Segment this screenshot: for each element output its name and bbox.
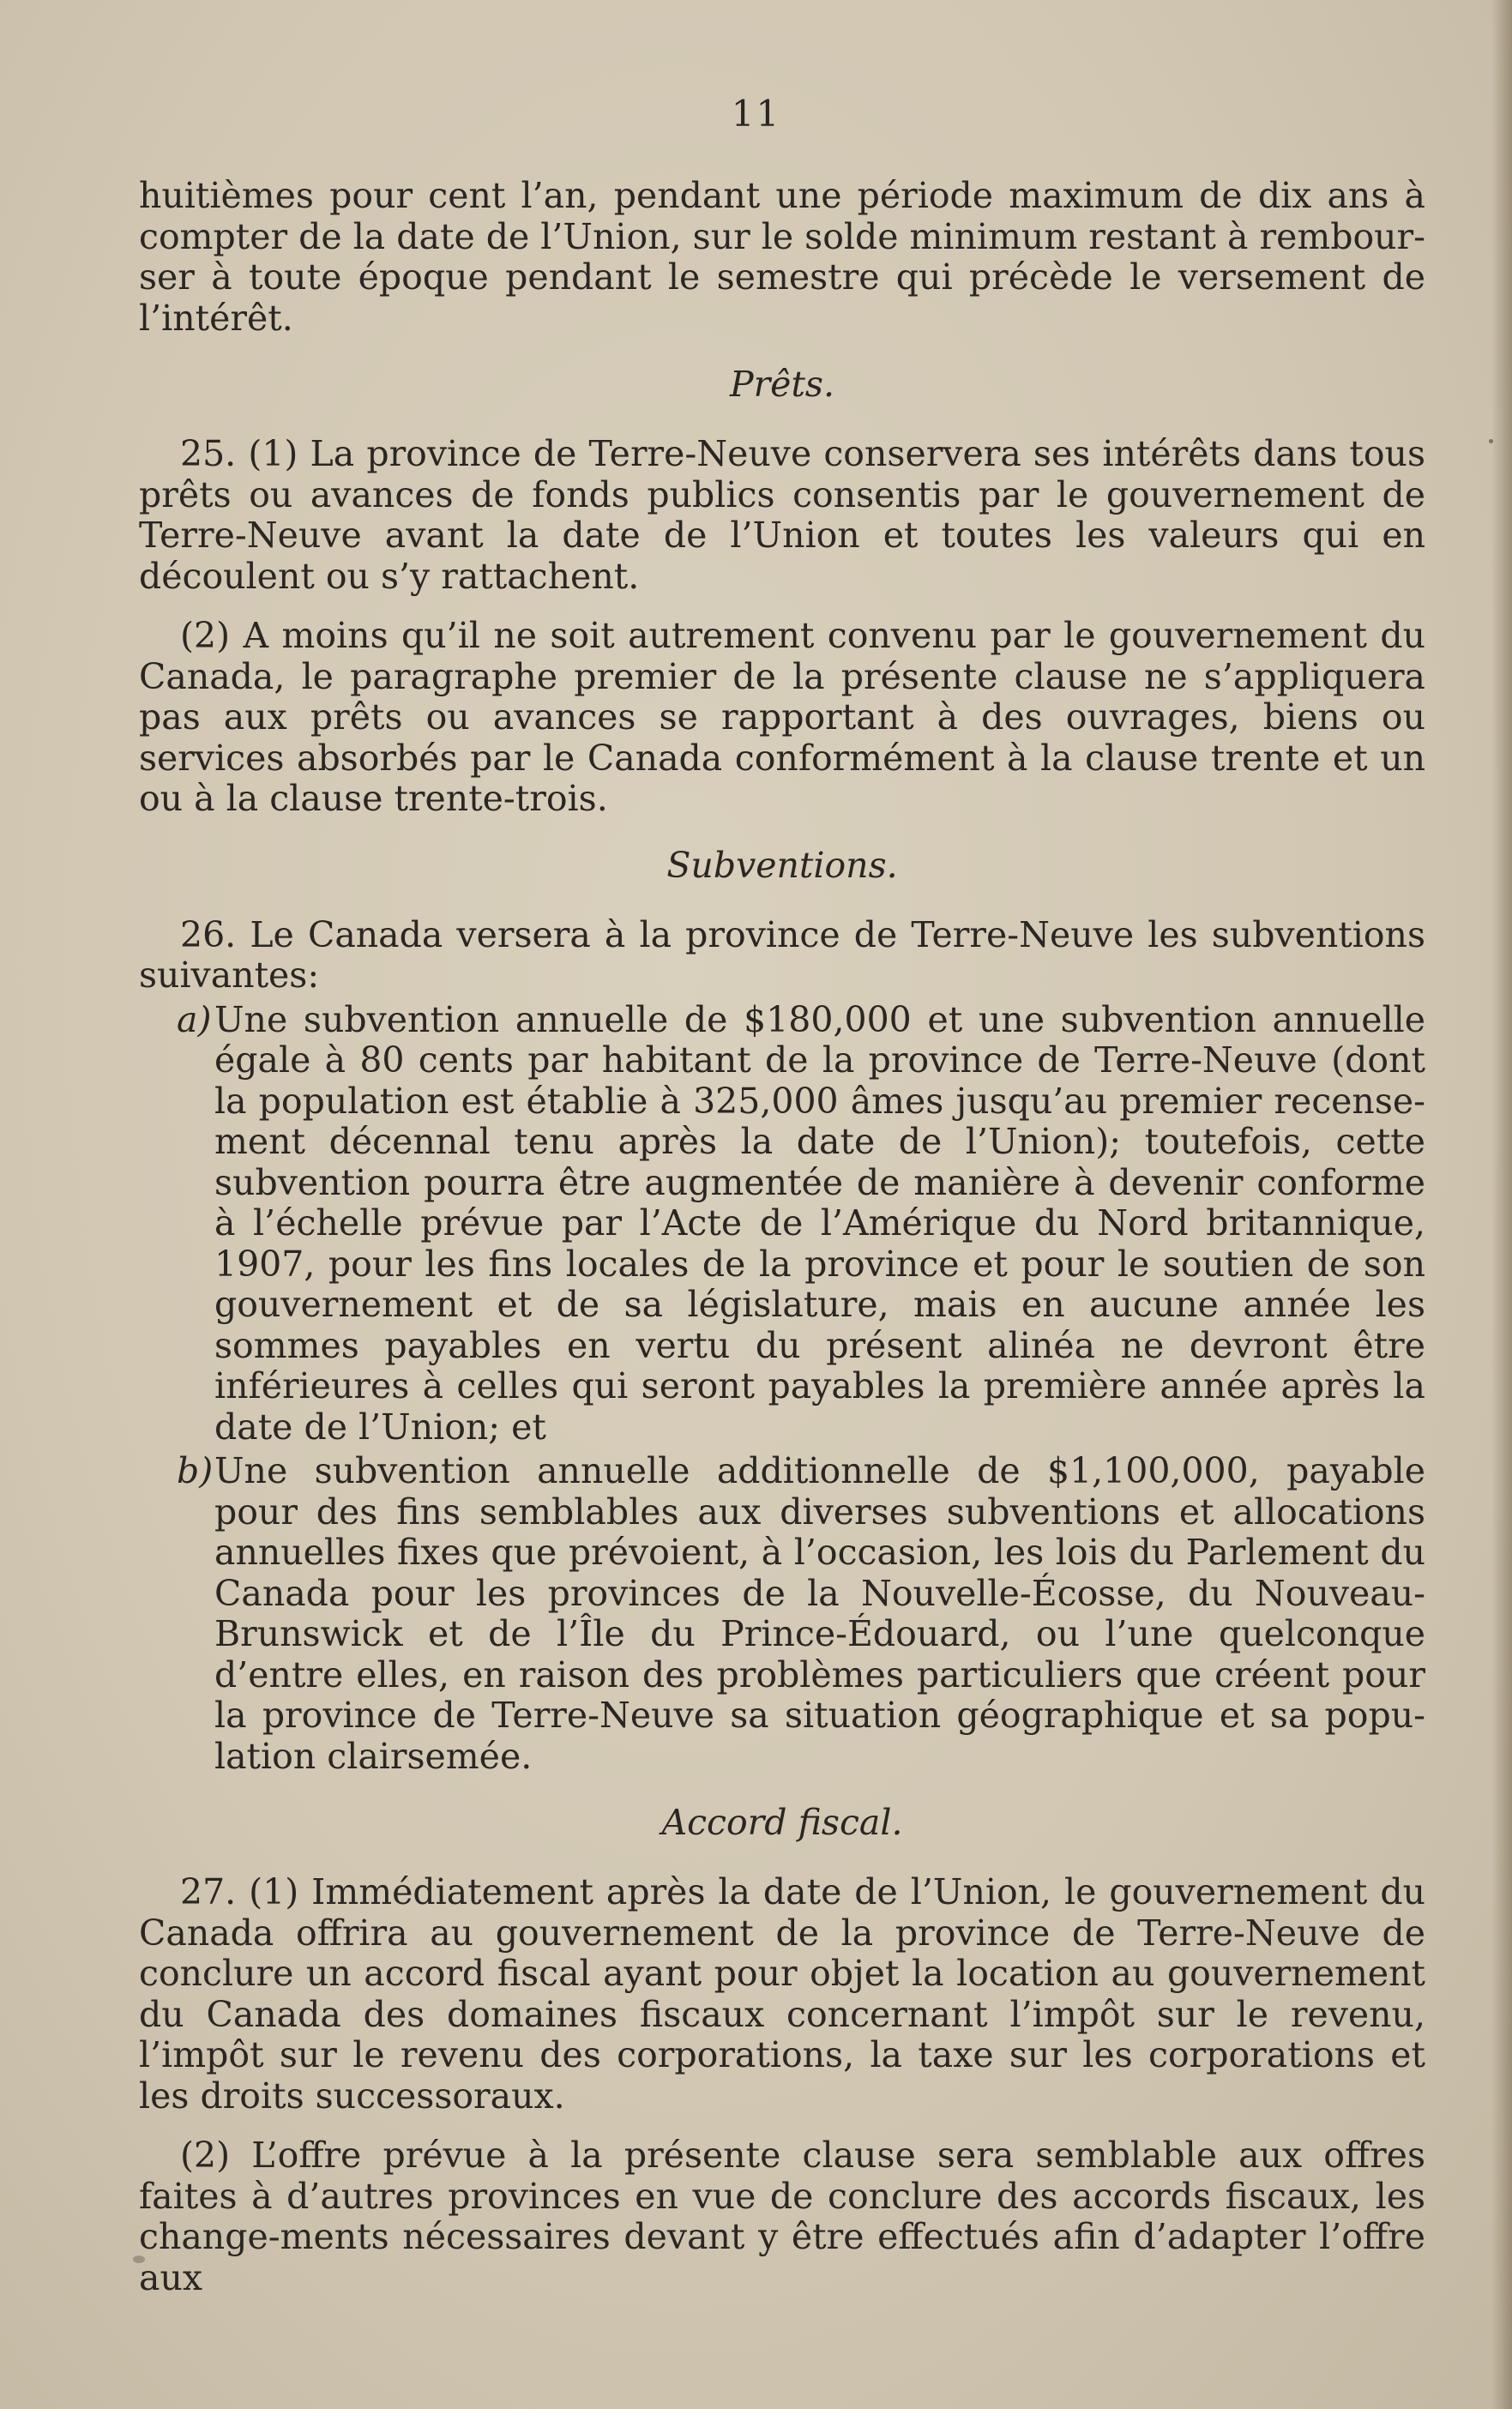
page-number: 11 (731, 93, 781, 135)
page-edge-shadow (1491, 0, 1512, 2409)
item-b-letter: b) (177, 1450, 214, 1491)
body-text (139, 176, 1425, 2298)
list-item-b (139, 1451, 1425, 1777)
item-a-text: Une subvention annuelle de $180,000 et une subvention annuelle égale à 80 cents par habitant de la province de Terre-Neuve (dont la population est établie à 325,000 âmes jusqu’au premier recense-ment décennal tenu après la date de l’Union); toutefois, cette subvention pourra être augmentée de manière à devenir conforme à l’échelle prévue par l’Acte de l’Amérique du Nord britannique, 1907, pour les fins locales de la province et pour le soutien de son gouvernement et de sa législature, mais en aucune année les sommes payables en vertu du présent alinéa ne devront être inférieures à celles qui seront payables la première année après la date de l’Union; et (214, 998, 1425, 1448)
heading-prets: Prêts. (730, 364, 834, 405)
list-item-a (139, 1000, 1425, 1448)
clause-27-2: (2) L’offre prévue à la présente clause sera semblable aux offres faites à d’autres provinces en vue de conclure des accords fiscaux, les change-ments nécessaires devant y être effectués afin d’adapter l’offre aux (139, 2135, 1425, 2298)
heading-subventions: Subventions. (666, 844, 898, 886)
heading-accord-fiscal: Accord fiscal. (661, 1802, 903, 1843)
clause-25-1: 25. (1) La province de Terre-Neuve conservera ses intérêts dans tous prêts ou avances de fonds publics consentis par le gouvernement de Terre-Neuve avant la date de l’Union et toutes les valeurs qui en découlent ou s’y rattachent. (139, 433, 1425, 597)
clause-25-2: (2) A moins qu’il ne soit autrement convenu par le gouvernement du Canada, le paragraphe premier de la présente clause ne s’appliquera pas aux prêts ou avances se rapportant à des ouvrages, biens ou services absorbés par le Canada conformément à la clause trente et un ou à la clause trente-trois. (139, 615, 1425, 819)
item-a-letter: a) (177, 998, 212, 1040)
clause-26: 26. Le Canada versera à la province de Terre-Neuve les subventions suivantes: (139, 913, 1425, 996)
item-b-text: Une subvention annuelle additionnelle de $1,100,000, payable pour des fins semblables aux diverses subventions et allocations annuelles fixes que prévoient, à l’occasion, les lois du Parlement du Canada pour les provinces de la Nouvelle-Écosse, du Nouveau-Brunswick et de l’Île du Prince-Édouard, ou l’une quelconque d’entre elles, en raison des problèmes particuliers que créent pour la province de Terre-Neuve sa situation géographique et sa popu-lation clairsemée. (214, 1450, 1425, 1777)
ink-speck (1489, 439, 1493, 443)
intro-paragraph: huitièmes pour cent l’an, pendant une période maximum de dix ans à compter de la date de l’Union, sur le solde minimum restant à rembour-ser à toute époque pendant le semestre qui précède le versement de l’intérêt. (139, 175, 1425, 339)
clause-27-1: 27. (1) Immédiatement après la date de l’Union, le gouvernement du Canada offrira au gouvernement de la province de Terre-Neuve de conclure un accord fiscal ayant pour objet la location au gouvernement du Canada des domaines fiscaux concernant l’impôt sur le revenu, l’impôt sur le revenu des corporations, la taxe sur les corporations et les droits successoraux. (139, 1871, 1425, 2117)
